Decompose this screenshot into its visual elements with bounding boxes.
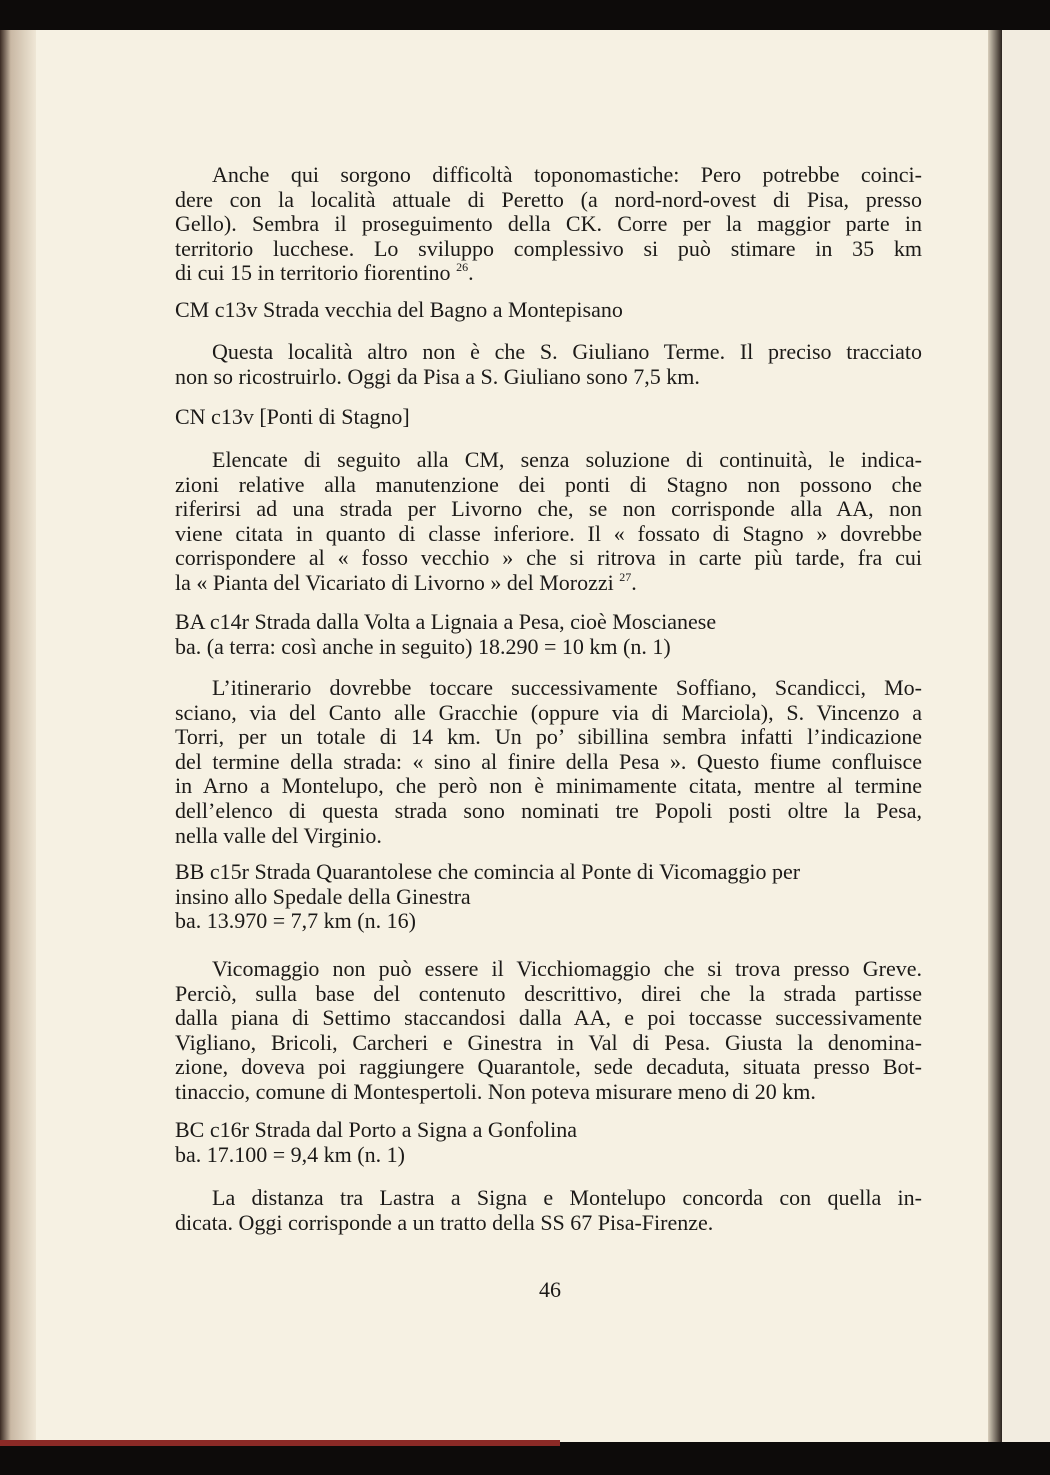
- text-line: [175, 1031, 922, 1056]
- text-line: [175, 448, 922, 473]
- line-text: Perciò, sulla base del contenuto descrittivo, direi che la strada partisse: [175, 980, 922, 1006]
- line-text: Elencate di seguito alla CM, senza soluzione di continuità, le indica-: [212, 447, 922, 472]
- line-text: ba. 17.100 = 9,4 km (n. 1): [175, 1141, 405, 1167]
- text-line: [175, 1080, 922, 1105]
- text-line: [175, 522, 922, 547]
- line-text: ba. (a terra: così anche in seguito) 18.290 = 10 km (n. 1): [175, 633, 671, 659]
- text-line: [175, 473, 922, 498]
- entry-heading: [175, 405, 922, 430]
- text-line: [175, 725, 922, 750]
- line-text: CM c13v Strada vecchia del Bagno a Montepisano: [175, 297, 623, 322]
- entry-heading: [175, 610, 922, 659]
- text-line: [175, 982, 922, 1007]
- line-text: in Arno a Montelupo, che però non è minimamente citata, mentre al termine: [175, 773, 922, 799]
- text-line: [175, 340, 922, 365]
- line-text: viene citata in quanto di classe inferiore. Il « fossato di Stagno » dovrebbe: [175, 520, 922, 546]
- text-line: [175, 188, 922, 213]
- line-text: Vicomaggio non può essere il Vicchiomaggio che si trova presso Greve.: [212, 956, 922, 981]
- line-text: nella valle del Virginio.: [175, 822, 382, 848]
- line-text: dell’elenco di questa strada sono nominati tre Popoli posti oltre la Pesa,: [175, 797, 922, 823]
- entry-heading: [175, 1118, 922, 1167]
- line-text: zione, doveva poi raggiungere Quarantole, sede decaduta, situata presso Bot-: [175, 1054, 922, 1080]
- page-number: 46: [539, 1277, 561, 1302]
- text-line: [175, 701, 922, 726]
- text-line: [175, 405, 922, 430]
- line-text: L’itinerario dovrebbe toccare successivamente Soffiano, Scandicci, Mo-: [212, 675, 922, 700]
- text-line: [175, 860, 922, 885]
- text-line: [175, 610, 922, 635]
- line-text: Anche qui sorgono difficoltà toponomastiche: Pero potrebbe coinci-: [212, 162, 922, 187]
- text-line: [175, 1118, 922, 1143]
- text-line: [175, 212, 922, 237]
- line-text: BC c16r Strada dal Porto a Signa a Gonfolina: [175, 1117, 578, 1142]
- text-line: [175, 1186, 922, 1211]
- text-line: [175, 885, 922, 910]
- text-line: [175, 1055, 922, 1080]
- paragraph: [175, 957, 922, 1105]
- text-line: [175, 365, 922, 390]
- punctuation: .: [468, 260, 474, 286]
- line-text: ba. 13.970 = 7,7 km (n. 16): [175, 908, 416, 934]
- text-line: [175, 824, 922, 849]
- footnote-ref: 26: [456, 260, 469, 275]
- paragraph: [175, 448, 922, 596]
- line-text: corrispondere al « fosso vecchio » che si ritrova in carte più tarde, fra cui: [175, 545, 922, 571]
- line-text: La distanza tra Lastra a Signa e Montelupo concorda con quella in-: [212, 1185, 922, 1210]
- line-text: zioni relative alla manutenzione dei ponti di Stagno non possono che: [175, 471, 922, 497]
- line-text: non so ricostruirlo. Oggi da Pisa a S. Giuliano sono 7,5 km.: [175, 363, 700, 389]
- text-line: [175, 1006, 922, 1031]
- line-text: dalla piana di Settimo staccandosi dalla AA, e poi toccasse successivamente: [175, 1005, 922, 1031]
- line-text: BA c14r Strada dalla Volta a Lignaia a Pesa, cioè Moscianese: [175, 609, 717, 634]
- text-line: [175, 635, 922, 660]
- text-line: [175, 676, 922, 701]
- text-line: [175, 1143, 922, 1168]
- text-line: [175, 957, 922, 982]
- line-text: insino allo Spedale della Ginestra: [175, 883, 471, 909]
- line-text: Gello). Sembra il proseguimento della CK. Corre per la maggior parte in: [175, 211, 922, 237]
- line-text: Questa località altro non è che S. Giuliano Terme. Il preciso tracciato: [212, 339, 922, 364]
- line-text: CN c13v [Ponti di Stagno]: [175, 404, 410, 429]
- line-text: sciano, via del Canto alle Gracchie (oppure via di Marciola), S. Vincenzo a: [175, 699, 922, 725]
- book-left-edge: [0, 30, 36, 1442]
- line-text: la « Pianta del Vicariato di Livorno » del Morozzi: [175, 569, 614, 595]
- line-text: tinaccio, comune di Montespertoli. Non poteva misurare meno di 20 km.: [175, 1078, 816, 1104]
- entry-heading: [175, 860, 922, 934]
- text-line: [175, 261, 922, 286]
- entry-heading: [175, 298, 922, 323]
- adjacent-page-edge: [1002, 30, 1050, 1442]
- line-text: BB c15r Strada Quarantolese che comincia al Ponte di Vicomaggio per: [175, 859, 801, 884]
- paragraph: [175, 676, 922, 848]
- line-text: Torri, per un totale di 14 km. Un po’ sibillina sembra infatti l’indicazione: [175, 724, 922, 750]
- text-line: [175, 237, 922, 262]
- text-line: [175, 1211, 922, 1236]
- paragraph: [175, 340, 922, 389]
- text-line: [175, 497, 922, 522]
- text-line: [175, 750, 922, 775]
- text-line: [175, 571, 922, 596]
- punctuation: .: [631, 569, 637, 595]
- line-text: riferirsi ad una strada per Livorno che, se non corrisponde alla AA, non: [175, 496, 922, 522]
- line-text: del termine della strada: « sino al finire della Pesa ». Questo fiume confluisce: [175, 748, 922, 774]
- book-gutter: [988, 30, 1002, 1442]
- text-line: [175, 799, 922, 824]
- text-line: [175, 163, 922, 188]
- text-line: [175, 546, 922, 571]
- text-line: [175, 909, 922, 934]
- line-text: dicata. Oggi corrisponde a un tratto della SS 67 Pisa-Firenze.: [175, 1209, 714, 1235]
- line-text: di cui 15 in territorio fiorentino: [175, 260, 451, 286]
- footnote-ref: 27: [619, 569, 632, 584]
- paragraph: [175, 163, 922, 286]
- line-text: Vigliano, Bricoli, Carcheri e Ginestra in Val di Pesa. Giusta la denomina-: [175, 1029, 922, 1055]
- text-line: [175, 298, 922, 323]
- book-cover-edge: [0, 1440, 560, 1446]
- line-text: dere con la località attuale di Peretto (a nord-nord-ovest di Pisa, presso: [175, 186, 922, 212]
- line-text: territorio lucchese. Lo sviluppo complessivo si può stimare in 35 km: [175, 235, 922, 261]
- text-line: [175, 774, 922, 799]
- paragraph: [175, 1186, 922, 1235]
